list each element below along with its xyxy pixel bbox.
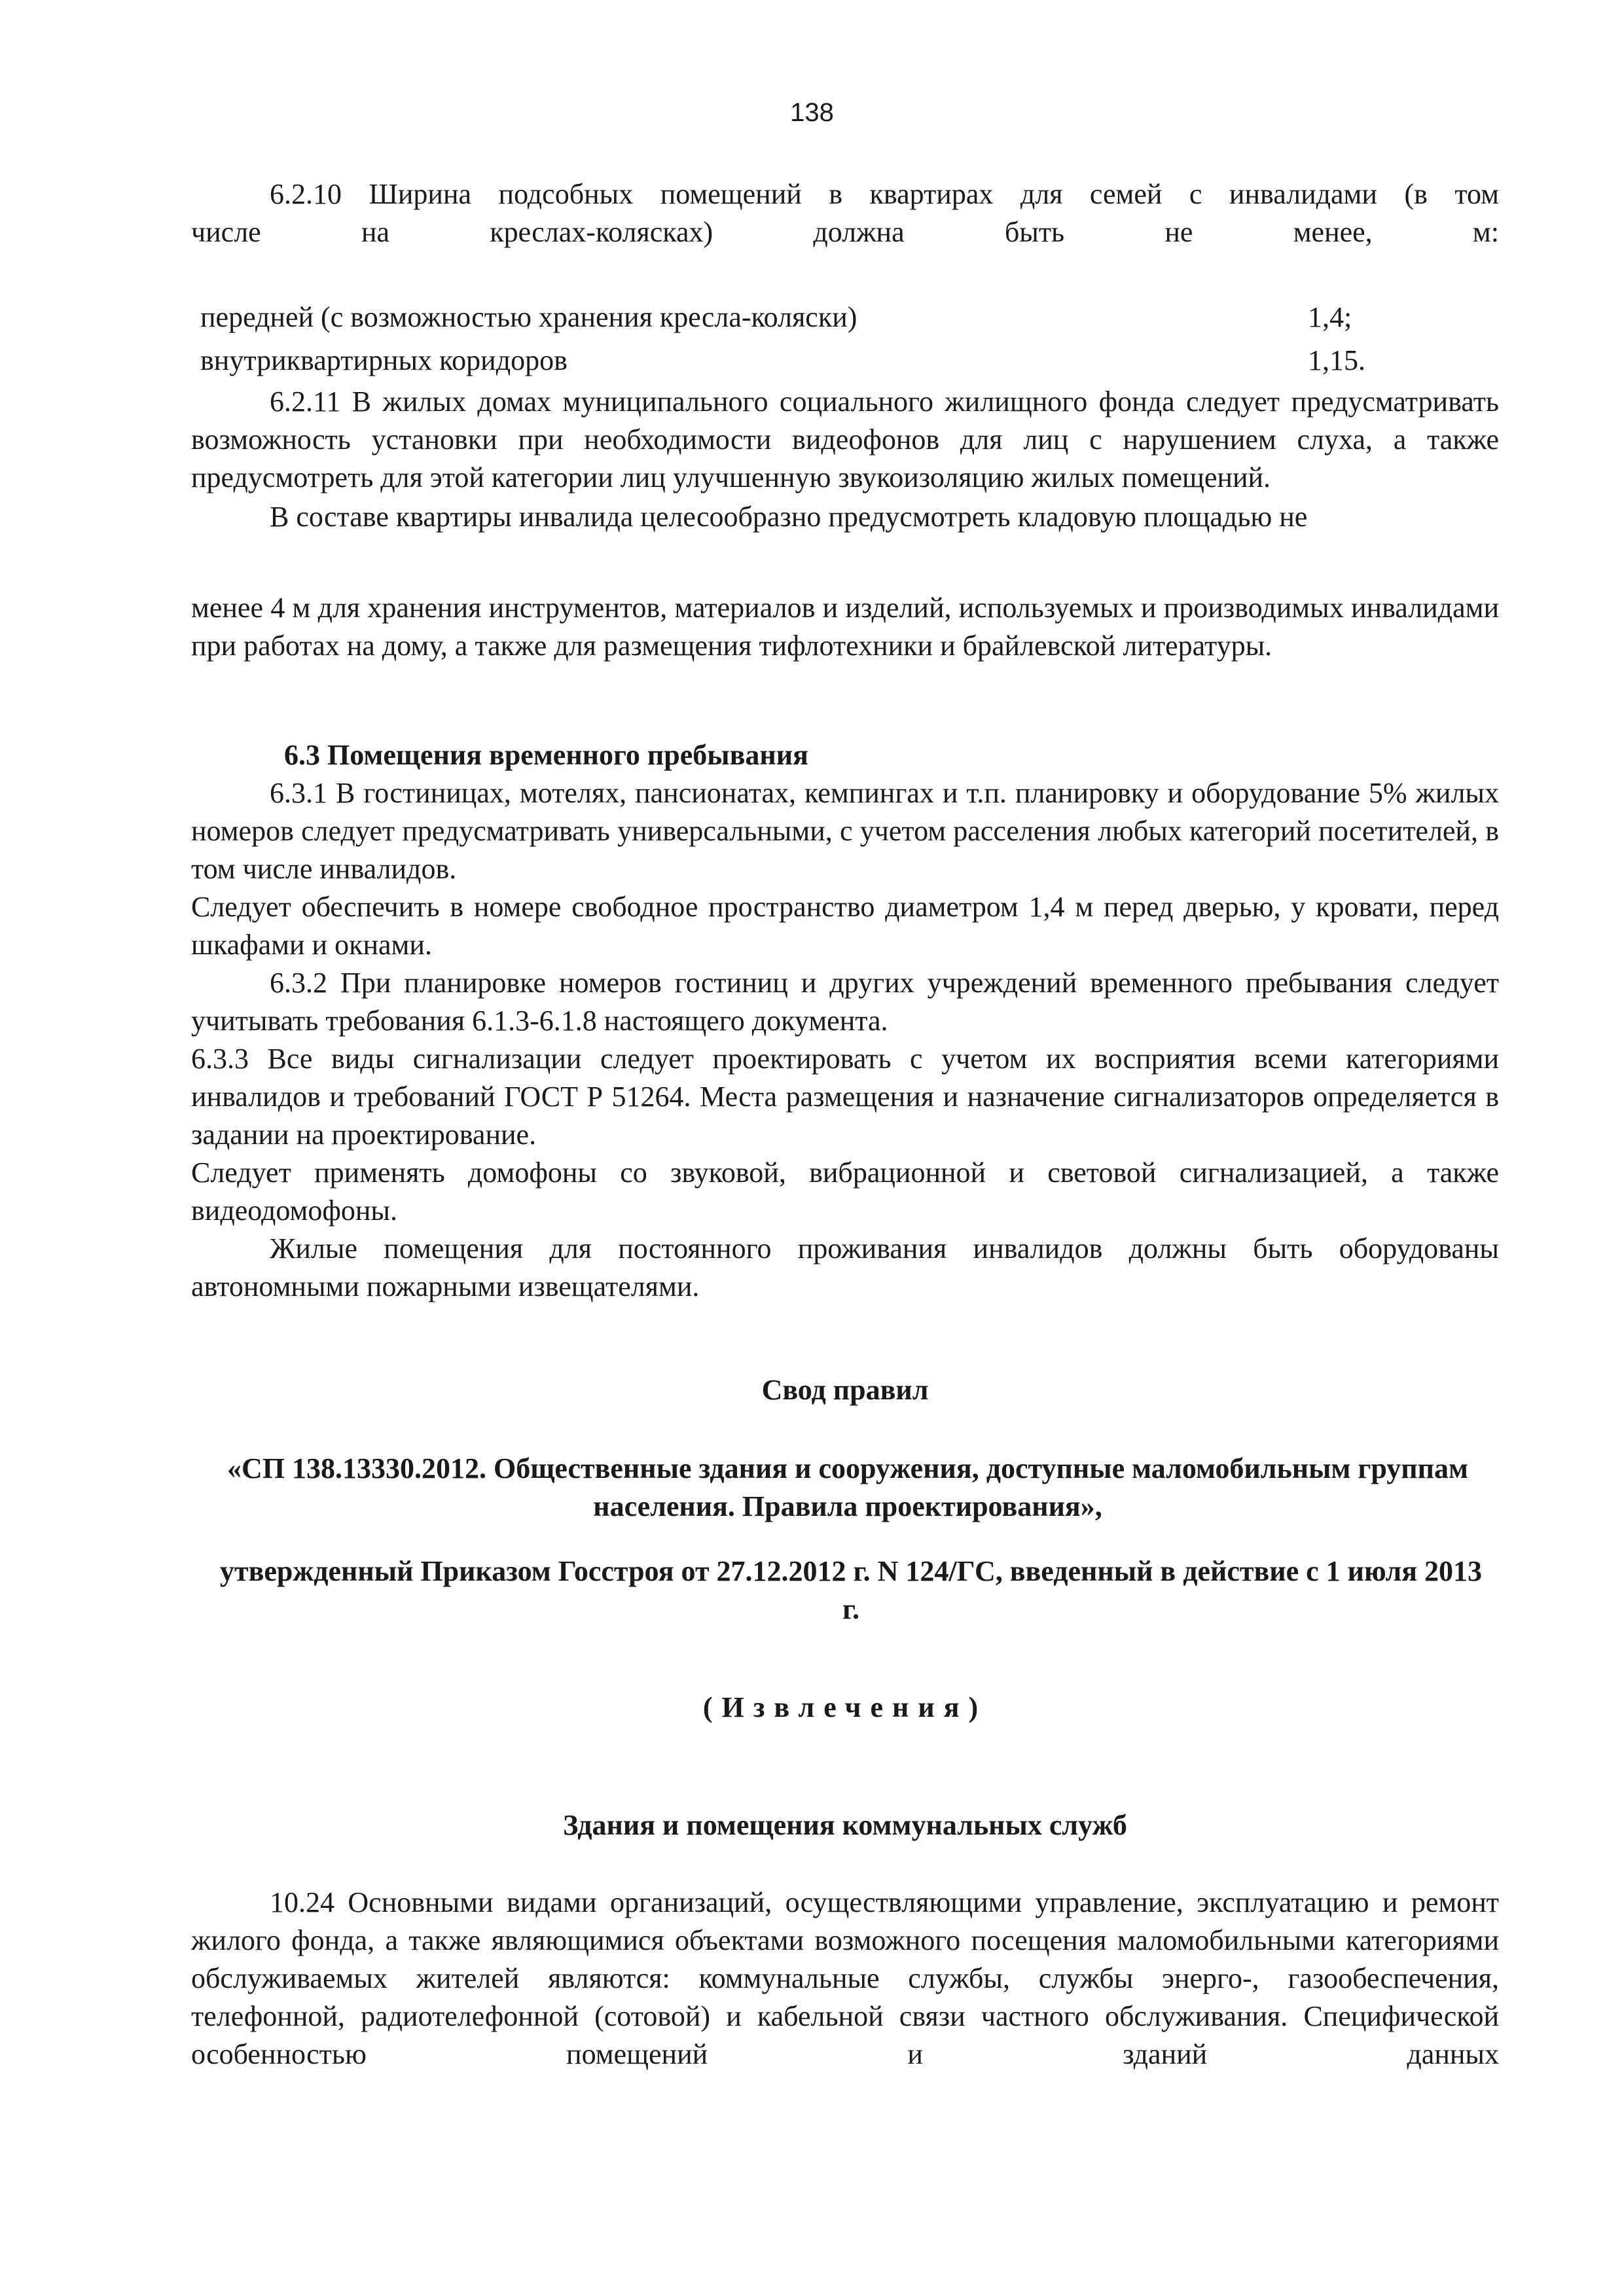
code-title: Свод правил	[761, 1374, 929, 1406]
list-item-value: 1,4;	[1308, 301, 1352, 333]
paragraph-fire-detectors: Жилые помещения для постоянного проживания инвалидов должны быть оборудованы автономными пожарными извещателями.	[191, 1232, 1499, 1302]
paragraph-6-3-1-b: Следует обеспечить в номере свободное пространство диаметром 1,4 м перед дверью, у кровати, перед шкафами и окнами.	[191, 891, 1499, 961]
width-list	[200, 298, 1392, 380]
extract-label: (Извлечения)	[702, 1691, 988, 1723]
paragraph-6-2-10-lead: 6.2.10 Ширина подсобных помещений в квартирах для семей с инвалидами (в том	[270, 178, 1499, 210]
paragraph-6-3-3-b: Следует применять домофоны со звуковой, вибрационной и световой сигнализацией, а также видеодомофоны.	[191, 1157, 1499, 1227]
list-item-value: 1,15.	[1308, 344, 1365, 376]
list-item-label: передней (с возможностью хранения кресла-коляски)	[200, 301, 857, 333]
paragraph-6-3-3-a: 6.3.3 Все виды сигнализации следует проектировать с учетом их восприятия всеми категориями инвалидов и требований ГОСТ Р 51264. Места размещения и назначение сигнализаторов определяется в задании на проектирование.	[191, 1043, 1499, 1151]
section-heading-block	[191, 1806, 1499, 1844]
paragraph-storage-line1: В составе квартиры инвалида целесообразно предусмотреть кладовую площадью не	[270, 501, 1308, 533]
heading-communal-services: Здания и помещения коммунальных служб	[563, 1809, 1127, 1841]
heading-6-3: 6.3 Помещения временного пребывания	[284, 739, 808, 771]
section-10-24	[191, 1884, 1499, 2073]
paragraph-10-24: 10.24 Основными видами организаций, осуществляющими управление, эксплуатацию и ремонт жилого фонда, а также являющимися объектами возможного посещения маломобильными категориями обслуживаемых жителей являются: коммунальные службы, службы энерго-, газообеспечения, телефонной, радиотелефонной (сотовой) и кабельной связи частного обслуживания. Специфической особенностью помещений и зданий данных	[191, 1886, 1499, 2070]
list-item	[200, 342, 1392, 380]
paragraph-6-3-2: 6.3.2 При планировке номеров гостиниц и других учреждений временного пребывания следует учитывать требования 6.1.3-6.1.8 настоящего документа.	[191, 967, 1499, 1037]
list-item-label: внутриквартирных коридоров	[200, 344, 568, 376]
extract-block	[191, 1689, 1499, 1727]
paragraph-6-2-10-cont: числе на креслах-колясках) должна быть не менее, м:	[191, 216, 1499, 248]
code-approved: утвержденный Приказом Госстроя от 27.12.2012 г. N 124/ГС, введенный в действие с 1 июля 2013 г.	[219, 1555, 1483, 1625]
section-6-2-11	[191, 383, 1499, 536]
paragraph-storage-cont: менее 4 м для хранения инструментов, материалов и изделий, используемых и производимых инвалидами при работах на дому, а также для размещения тифлотехники и брайлевской литературы.	[191, 592, 1499, 662]
paragraph-storage-cont-block	[191, 589, 1499, 665]
paragraph-6-2-11: 6.2.11 В жилых домах муниципального социального жилищного фонда следует предусматривать возможность установки при необходимости видеофонов для лиц с нарушением слуха, а также предусмотреть для этой категории лиц улучшенную звукоизоляцию жилых помещений.	[191, 386, 1499, 493]
section-6-3	[191, 736, 1499, 1306]
paragraph-6-3-1-a: 6.3.1 В гостиницах, мотелях, пансионатах, кемпингах и т.п. планировку и оборудование 5% жилых номеров следует предусматривать универсальными, с учетом расселения любых категорий посетителей, в том числе инвалидов.	[191, 777, 1499, 885]
code-title-block	[191, 1371, 1499, 1409]
code-approved-block	[209, 1552, 1492, 1628]
list-item	[200, 298, 1392, 336]
code-name-block	[196, 1450, 1499, 1526]
page-number: 138	[790, 98, 834, 127]
code-name: «СП 138.13330.2012. Общественные здания и сооружения, доступные маломобильным группам населения. Правила проектирования»,	[227, 1452, 1468, 1522]
section-6-2-10	[191, 175, 1499, 251]
